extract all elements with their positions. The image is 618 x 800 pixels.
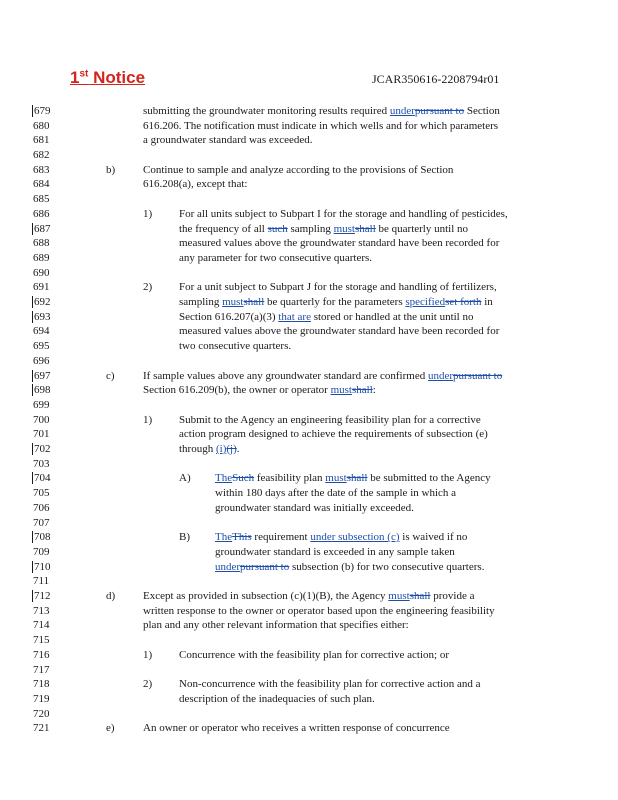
line-number: 687 — [34, 223, 51, 235]
text-line: Submit to the Agency an engineering feasibility plan for a corrective — [179, 414, 481, 426]
line-number: 719 — [33, 693, 50, 705]
text-line — [215, 531, 467, 543]
line-number: 697 — [34, 370, 51, 382]
text-line — [215, 561, 484, 573]
deleted-text: pursuant to — [453, 370, 503, 382]
text-run: sampling — [287, 223, 334, 235]
subparagraph-label: A) — [179, 472, 191, 484]
deleted-text: shall — [351, 384, 373, 396]
line-number: 684 — [33, 178, 50, 190]
text-line — [143, 370, 502, 382]
text-line: 616.208(a), except that: — [143, 178, 248, 190]
inserted-text: must — [222, 296, 244, 308]
line-number: 681 — [33, 134, 50, 146]
deleted-text: pursuant to — [240, 561, 290, 573]
text-line: groundwater standard is exceeded in any sample taken — [215, 546, 455, 558]
text-run: If sample values above any groundwater standard are confirmed — [143, 370, 428, 382]
line-number: 702 — [34, 443, 51, 455]
inserted-text: under — [427, 370, 454, 382]
line-number: 706 — [33, 502, 50, 514]
inserted-text: that are — [278, 311, 311, 323]
line-number: 699 — [33, 399, 50, 411]
text-line: plan and any other relevant information that specifies either: — [143, 619, 409, 631]
paragraph-label: 1) — [143, 414, 153, 426]
text-line — [143, 105, 500, 117]
text-line — [179, 223, 468, 235]
subsection-label: c) — [106, 370, 115, 382]
line-number: 707 — [33, 517, 50, 529]
subsection-label: d) — [106, 590, 116, 602]
line-number: 717 — [33, 664, 50, 676]
text-line: action program designed to achieve the requirements of subsection (e) — [179, 428, 488, 440]
inserted-text: (i) — [215, 443, 227, 455]
line-number: 686 — [33, 208, 50, 220]
line-number: 721 — [33, 722, 50, 734]
text-run: requirement — [251, 531, 311, 543]
text-line — [215, 472, 491, 484]
text-line: within 180 days after the date of the sample in which a — [215, 487, 457, 499]
text-line: An owner or operator who receives a written response of concurrence — [143, 722, 450, 734]
inserted-text: The — [215, 531, 233, 543]
text-run: the frequency of all — [179, 223, 268, 235]
document-id: JCAR350616-2208794r01 — [372, 72, 500, 86]
text-line: For a unit subject to Subpart J for the storage and handling of fertilizers, — [179, 281, 497, 293]
text-line: For all units subject to Subpart I for the storage and handling of pesticides, — [179, 208, 508, 220]
line-number: 713 — [33, 605, 50, 617]
line-number: 690 — [33, 267, 50, 279]
text-run: in — [481, 296, 493, 308]
text-run: subsection (b) for two consecutive quarters. — [289, 561, 485, 573]
text-run: Section 616.209(b), the owner or operator — [143, 384, 331, 396]
inserted-text: under — [389, 105, 415, 117]
text-run: be quarterly until no — [375, 223, 469, 235]
inserted-text: must — [330, 384, 352, 396]
deleted-text: shall — [355, 223, 376, 235]
deleted-text: shall — [346, 472, 368, 484]
text-line: description of the inadequacies of such plan. — [179, 693, 375, 705]
text-line: 616.206. The notification must indicate in which wells and for which parameters — [143, 120, 499, 132]
line-number: 714 — [33, 619, 50, 631]
text-run: sampling — [179, 296, 223, 308]
text-line — [143, 590, 474, 602]
text-line: groundwater standard was initially exceeded. — [215, 502, 414, 514]
line-number: 705 — [33, 487, 50, 499]
deleted-text: (j) — [226, 443, 237, 455]
line-number: 701 — [33, 428, 50, 440]
text-run: stored or handled at the unit until no — [310, 311, 474, 323]
deleted-text: shall — [409, 590, 431, 602]
line-number: 700 — [33, 414, 50, 426]
inserted-text: specified — [405, 296, 446, 308]
text-line: measured values above the groundwater standard have been recorded for — [179, 325, 500, 337]
text-line — [179, 296, 493, 308]
text-run: through — [179, 443, 216, 455]
text-run: be quarterly for the parameters — [264, 296, 406, 308]
line-number: 696 — [33, 355, 50, 367]
notice-word: Notice — [88, 68, 146, 87]
text-line: written response to the owner or operator based upon the engineering feasibility — [143, 605, 495, 617]
text-run: : — [372, 384, 376, 396]
text-line: Non-concurrence with the feasibility plan for corrective action and a — [179, 678, 481, 690]
text-line — [179, 311, 474, 323]
line-number: 685 — [33, 193, 50, 205]
deleted-text: Such — [232, 472, 255, 484]
paragraph-label: 2) — [143, 678, 153, 690]
paragraph-label: 2) — [143, 281, 153, 293]
inserted-text: The — [215, 472, 233, 484]
line-number: 693 — [34, 311, 51, 323]
text-run: . — [236, 443, 240, 455]
line-number: 704 — [34, 472, 51, 484]
line-number: 691 — [33, 281, 50, 293]
line-number: 709 — [33, 546, 50, 558]
subparagraph-label: B) — [179, 531, 190, 543]
text-line: Concurrence with the feasibility plan for corrective action; or — [179, 649, 450, 661]
line-number: 698 — [34, 384, 51, 396]
inserted-text: must — [333, 223, 355, 235]
deleted-text: set forth — [445, 296, 482, 308]
notice-number: 1 — [70, 68, 80, 87]
deleted-text: pursuant to — [414, 105, 465, 117]
line-number: 720 — [33, 708, 50, 720]
paragraph-label: 1) — [143, 208, 153, 220]
line-number: 712 — [34, 590, 51, 602]
text-line: any parameter for two consecutive quarters. — [179, 252, 373, 264]
text-run: be submitted to the Agency — [367, 472, 491, 484]
line-number: 688 — [33, 237, 50, 249]
line-number: 692 — [34, 296, 51, 308]
line-number: 703 — [33, 458, 50, 470]
line-number: 679 — [34, 105, 51, 117]
paragraph-label: 1) — [143, 649, 153, 661]
text-run: is waived if no — [399, 531, 468, 543]
subsection-label: b) — [106, 164, 116, 176]
line-number: 716 — [33, 649, 50, 661]
line-number: 680 — [33, 120, 50, 132]
line-number: 708 — [34, 531, 51, 543]
inserted-text: must — [388, 590, 410, 602]
line-number: 694 — [33, 325, 50, 337]
line-number: 682 — [33, 149, 50, 161]
inserted-text: under — [215, 561, 241, 573]
line-number: 715 — [33, 634, 50, 646]
text-line — [143, 384, 376, 396]
line-number: 711 — [33, 575, 50, 587]
text-run: provide a — [430, 590, 475, 602]
inserted-text: under subsection (c) — [310, 531, 400, 543]
text-run: Section 616.207(a)(3) — [179, 311, 279, 323]
line-number: 710 — [34, 561, 51, 573]
text-line: a groundwater standard was exceeded. — [143, 134, 313, 146]
notice-heading — [70, 68, 145, 88]
subsection-label: e) — [106, 722, 115, 734]
text-run: Section — [464, 105, 500, 117]
line-number: 695 — [33, 340, 50, 352]
line-number: 718 — [33, 678, 50, 690]
text-line: two consecutive quarters. — [179, 340, 292, 352]
notice-ordinal: st — [79, 68, 89, 80]
deleted-text: This — [232, 531, 252, 543]
text-line: Continue to sample and analyze according to the provisions of Section — [143, 164, 454, 176]
text-run: Except as provided in subsection (c)(1)(B), the Agency — [143, 590, 389, 602]
text-line — [179, 443, 240, 455]
line-number: 689 — [33, 252, 50, 264]
text-run: feasibility plan — [254, 472, 326, 484]
deleted-text: such — [267, 223, 288, 235]
text-line: measured values above the groundwater standard have been recorded for — [179, 237, 500, 249]
inserted-text: must — [325, 472, 347, 484]
text-run: submitting the groundwater monitoring results required — [143, 105, 390, 117]
deleted-text: shall — [243, 296, 265, 308]
line-number: 683 — [33, 164, 50, 176]
